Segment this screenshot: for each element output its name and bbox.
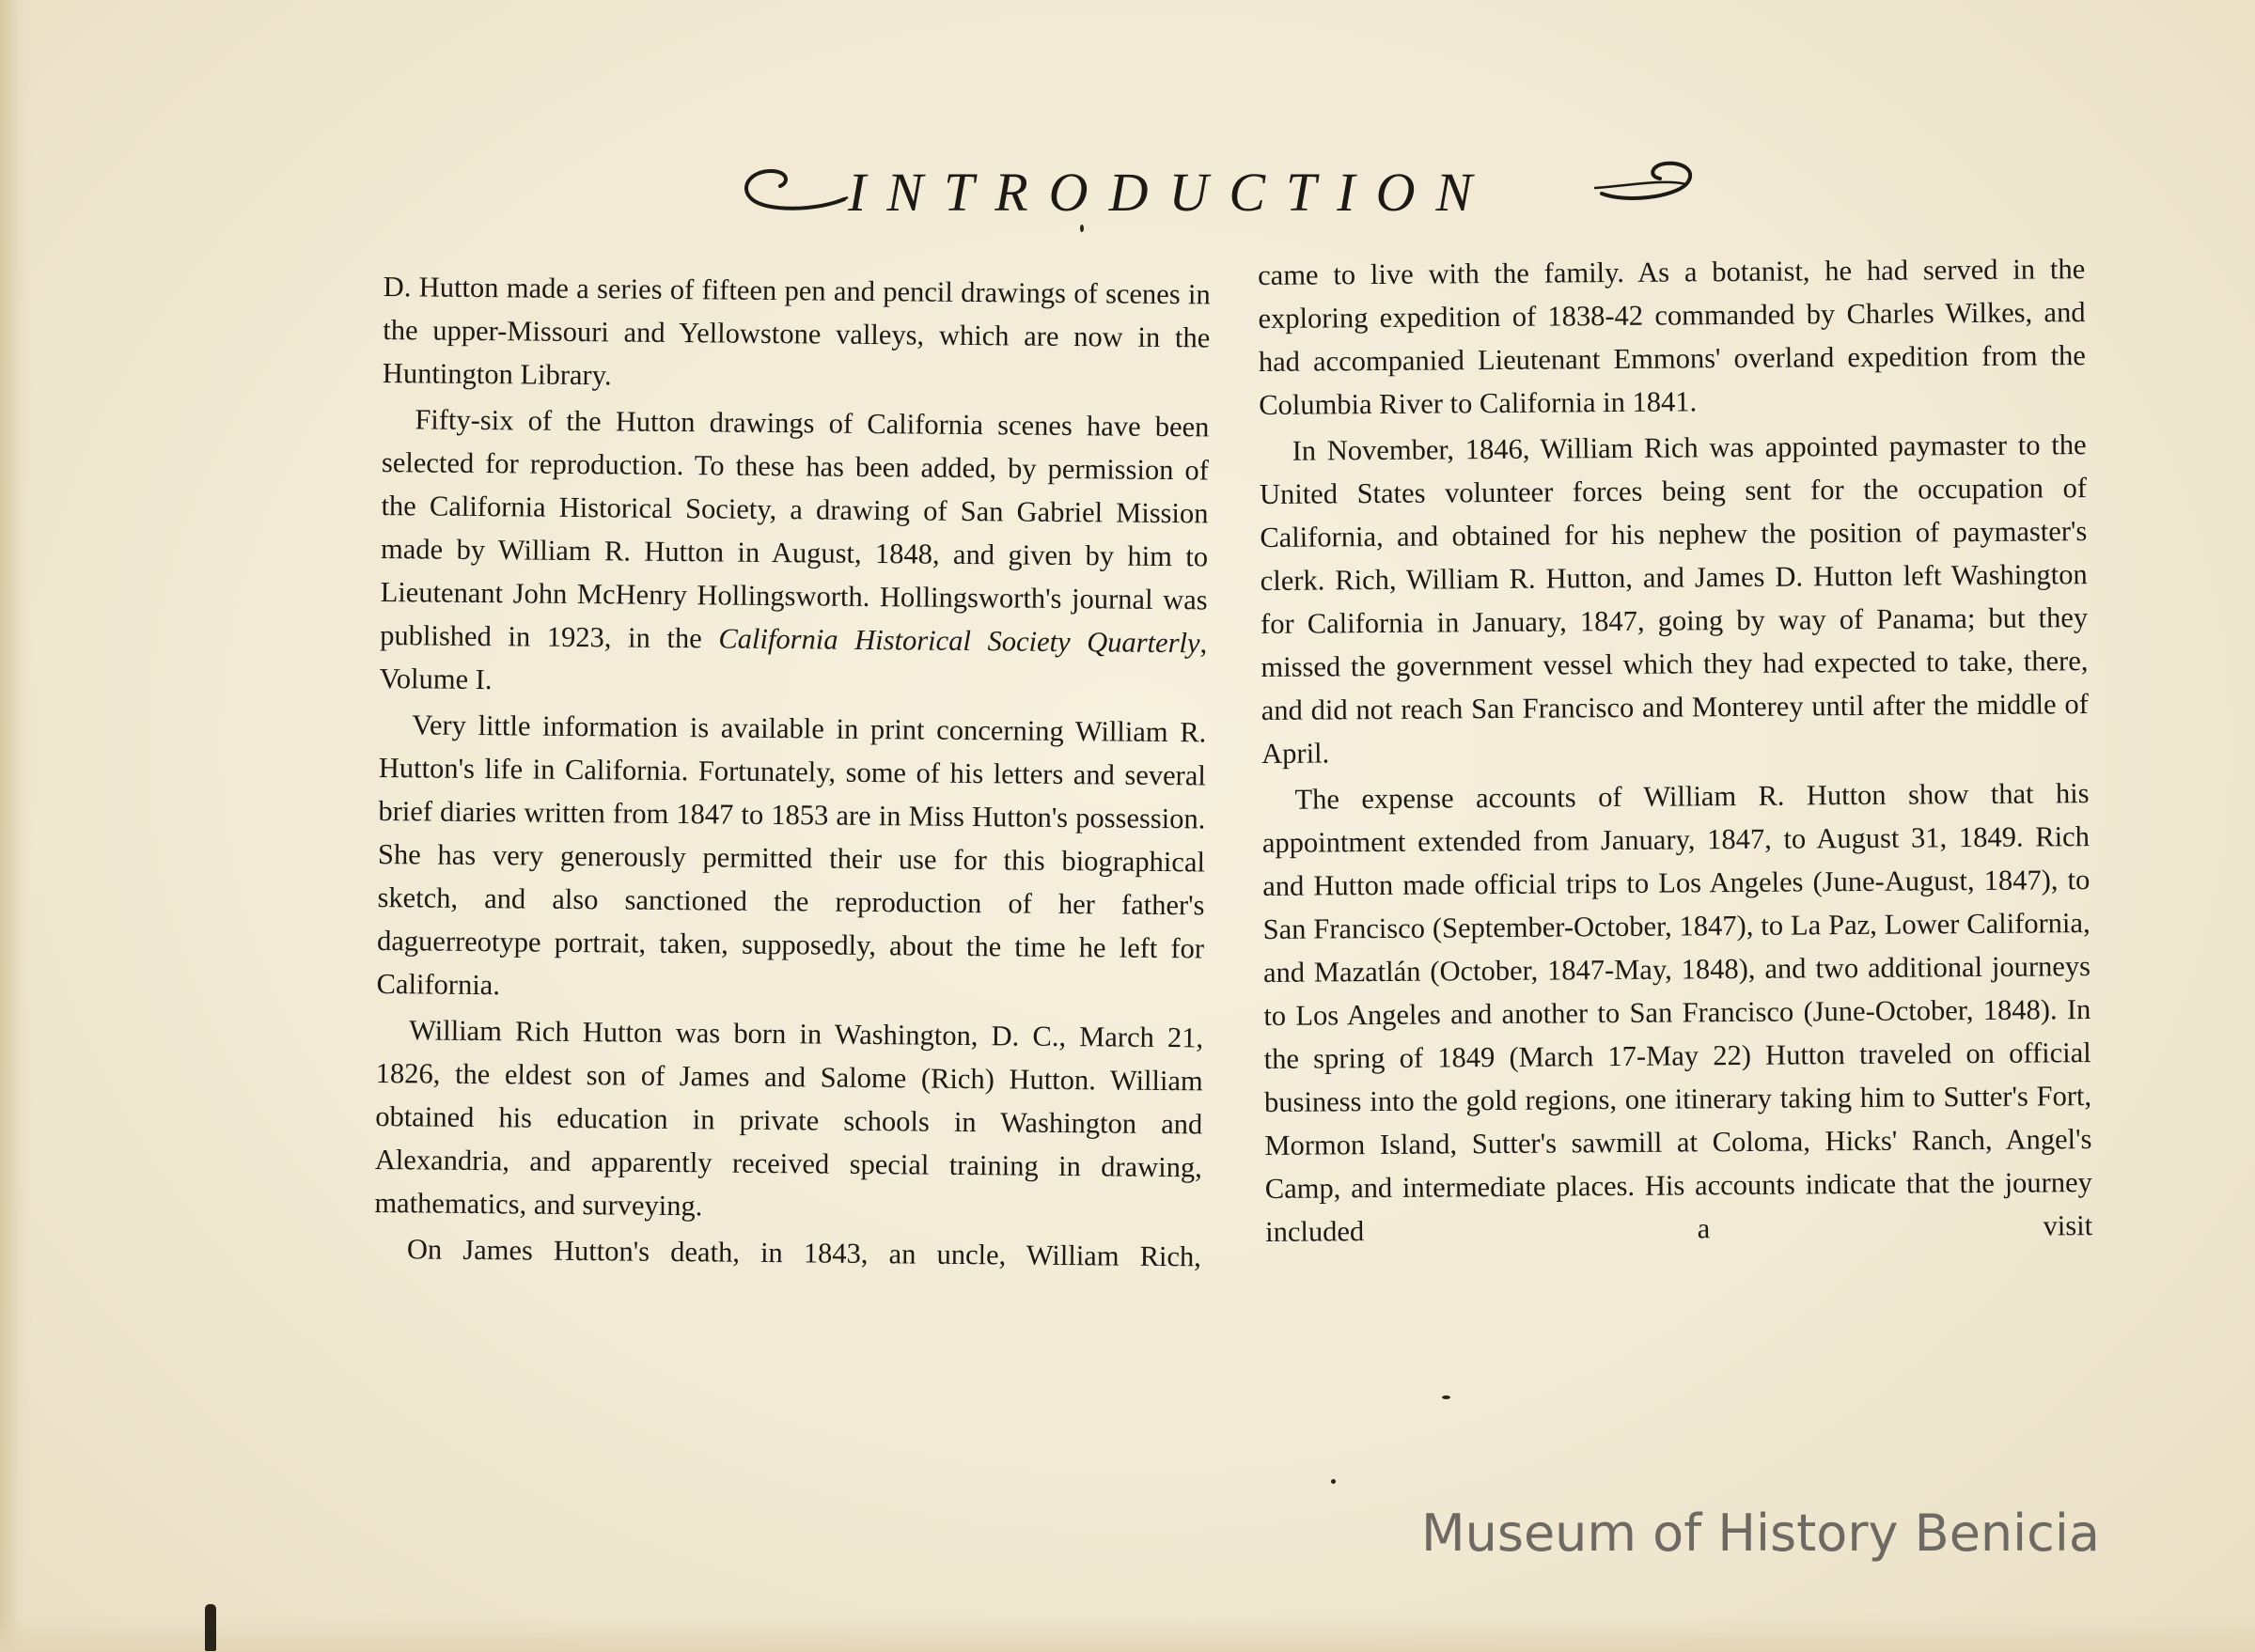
page-edge-shadow	[0, 0, 32, 1652]
page-title: INTRODUCTION	[848, 162, 1494, 223]
ink-speck	[1442, 1395, 1450, 1399]
paragraph: William Rich Hutton was born in Washington, D. C., March 21, 1826, the eldest son of James and Salome (Rich) Hutton. William obtained his education in private schools in Washington and Alexandria, and apparently received special training in drawing, mathematics, and surveying.	[374, 1014, 1204, 1223]
section-heading	[733, 150, 1711, 235]
binding-mark	[205, 1604, 216, 1651]
text-column-left	[374, 265, 1211, 1281]
publication-title: California Historical Society Quarterly	[718, 622, 1200, 660]
paragraph: In November, 1846, William Rich was appointed paymaster to the United States volunteer forces being sent for the occupation of California, and obtained for his nephew the position of paymaster's clerk. Rich, William R. Hutton, and James D. Hutton left Washington for California in January, 1847, going by way of Panama; but they missed the government vessel which they had expected to take, there, and did not reach San Francisco and Monterey until after the middle of April.	[1259, 429, 2089, 770]
text-column-right	[1258, 247, 2092, 1256]
page-bottom-shadow	[0, 1614, 2255, 1652]
paragraph: came to live with the family. As a botanist, he had served in the exploring expedition of 1838-42 commanded by Charles Wilkes, and had accompanied Lieutenant Emmons' overland expedition from the Columbia River to California in 1841.	[1258, 253, 2087, 421]
paragraph-text: , Volume I.	[379, 627, 1208, 696]
paragraph: Very little information is available in print concerning William R. Hutton's life in California. Fortunately, some of his letters and several brief diaries written from 1847 to 1853 are in Miss Hutton's possession. She has very generously permitted their use for this biographical sketch, and also sanctioned the reproduction of her father's daguerreotype portrait, taken, supposedly, about the time he left for California.	[376, 709, 1207, 1002]
paragraph-text: Fifty-six of the Hutton drawings of California scenes have been selected for reproduction. To these has been added, by permission of the California Historical Society, a drawing of San Gabriel Mission made by William R. Hutton in August, 1848, and given by him to Lieutenant John McHenry Hollingsworth. Hollingsworth's journal was published in 1923, in the	[380, 403, 1210, 655]
paragraph	[380, 397, 1210, 708]
paragraph: The expense accounts of William R. Hutton show that his appointment extended from January, 1847, to August 31, 1849. Rich and Hutton made official trips to Los Angeles (June-August, 1847), to San Francisco (September-October, 1847), to La Paz, Lower California, and Mazatlán (October, 1847-May, 1848), and two additional journeys to Los Angeles and another to San Francisco (June-October, 1848). In the spring of 1849 (March 17-May 22) Hutton traveled on official business into the gold regions, one itinerary taking him to Sutter's Fort, Mormon Island, Sutter's sawmill at Coloma, Hicks' Ranch, Angel's Camp, and intermediate places. His accounts indicate that the journey included a visit	[1261, 777, 2093, 1248]
paragraph: On James Hutton's death, in 1843, an uncle, William Rich,	[406, 1233, 1202, 1273]
paragraph: D. Hutton made a series of fifteen pen and pencil drawings of scenes in the upper-Missouri and Yellowstone valleys, which are now in the Huntington Library.	[382, 270, 1211, 392]
ink-speck	[1331, 1479, 1336, 1484]
museum-watermark: Museum of History Benicia	[1421, 1504, 2100, 1563]
